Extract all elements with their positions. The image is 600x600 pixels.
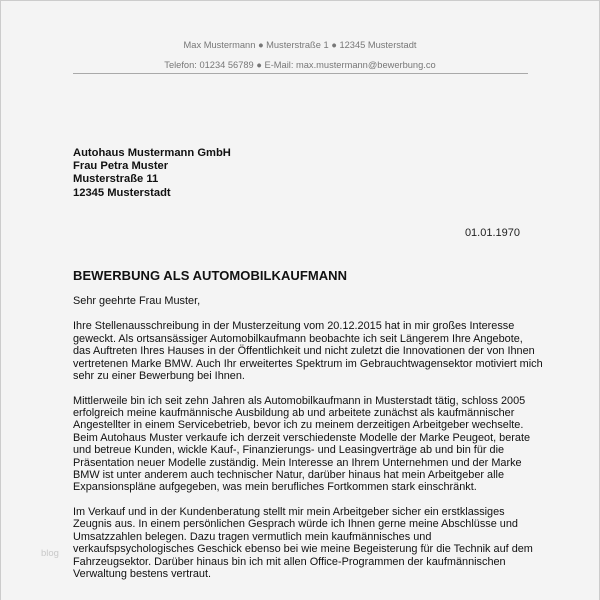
body-paragraph: Im Verkauf und in der Kundenberatung stellt mir mein Arbeitgeber sicher ein erstklassiges Zeugnis aus. In einem persönlichen Gesprach würde ich Ihnen gerne meine Abschlüsse und Umsatzzahlen belegen. Dazu tragen vermutlich mein kaufmännisches und verkaufspsychologisches Geschick ebenso bei wie meine Begeisterung für die Technik auf dem Fahrzeugsektor. Darüber hinaus bin ich mit allen Office-Programmen der kaufmännischen Verwaltung bestens vertraut. [73, 506, 533, 581]
recipient-city: 12345 Musterstadt [73, 186, 171, 199]
sender-address-line: Max Mustermann ● Musterstraße 1 ● 12345 Musterstadt [183, 40, 417, 50]
letter-body [73, 295, 543, 593]
recipient-company: Autohaus Mustermann GmbH [73, 147, 231, 159]
sender-contact-line: Telefon: 01234 56789 ● E-Mail: max.mustermann@bewerbung.co [164, 60, 436, 70]
letter-subject: BEWERBUNG ALS AUTOMOBILKAUFMANN [73, 268, 348, 283]
salutation: Sehr geehrte Frau Muster, [73, 295, 201, 307]
sender-header [1, 35, 599, 75]
body-paragraph: Mittlerweile bin ich seit zehn Jahren als Automobilkaufmann in Musterstadt tätig, schloss 2005 erfolgreich meine kaufmännische Ausbildung ab und arbeitete zunächst als kaufmännischer Angestellter in einem Servicebetrieb, bevor ich zu meinem derzeitigen Arbeitgeber wechselte. Beim Autohaus Muster verkaufe ich derzeit verschiedenste Modelle der Marke Peugeot, berate und betreue Kunden, wickle Kauf-, Finanzierungs- und Leasingverträge ab und bin für die Präsentation neuer Modelle zuständig. Mein Interesse an Ihrem Unternehmen und der Marke BMW ist unter anderem auch technischer Natur, darüber hinaus hat mein Arbeitgeber alle Expansionspläne aufgegeben, was mein berufliches Fortkommen stark einschränkt. [73, 394, 531, 494]
recipient-address [73, 147, 231, 200]
watermark-text: blog [41, 548, 59, 559]
recipient-contact: Frau Petra Muster [73, 160, 169, 173]
recipient-street: Musterstraße 11 [73, 173, 159, 186]
letter-date: 01.01.1970 [464, 227, 520, 239]
body-paragraph: Ihre Stellenausschreibung in der Musterzeitung vom 20.12.2015 hat in mir großes Interesse geweckt. Als ortsansässiger Automobilkaufmann beobachte ich seit Längerem Ihre Angebote, das Auftreten Ihres Hauses in der Öffentlichkeit und nicht zuletzt die Innovationen der von Ihnen vertretenen Marke BMW. Auch Ihr erweitertes Spektrum im Gebrauchtwagensektor motiviert mich sehr zu einer Bewerbung bei Ihnen. [73, 320, 543, 383]
header-divider [73, 73, 528, 74]
